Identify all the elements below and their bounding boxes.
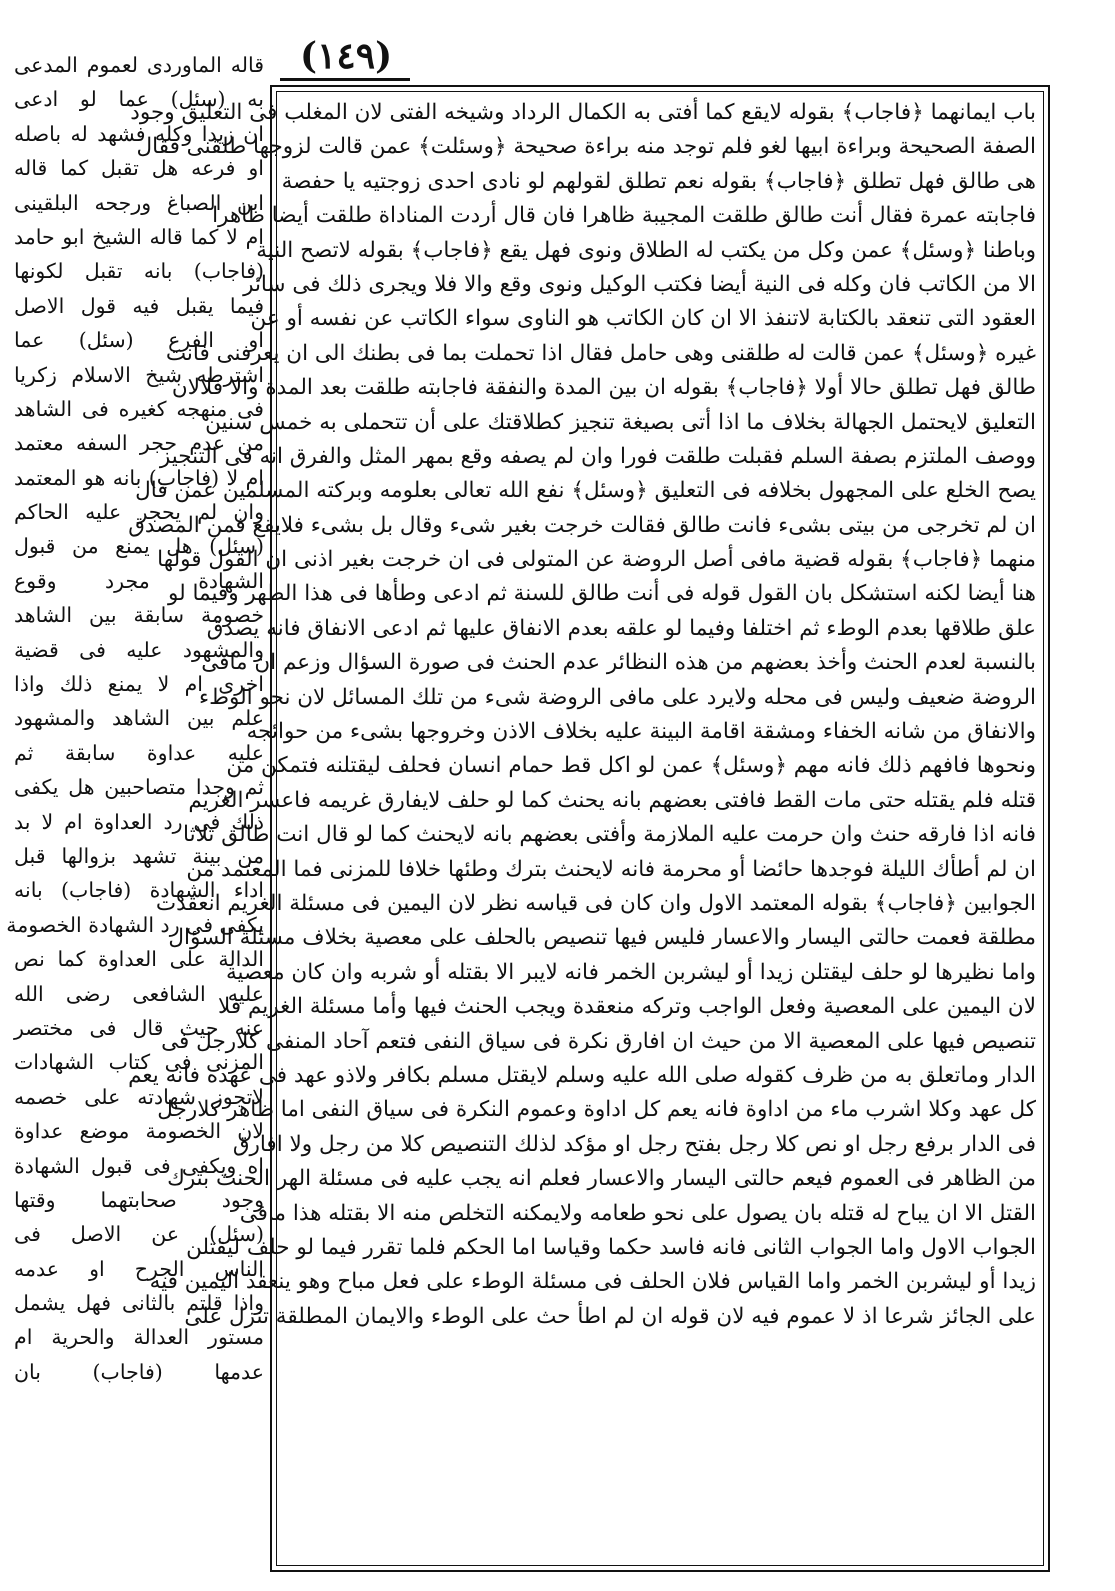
margin-text-line: ثم وجدا متصاحبين هل يكفى <box>14 775 264 800</box>
margin-text-line: وجود صحابتهما وقتها <box>14 1187 264 1212</box>
main-text-line: وباطنا ﴿وسئل﴾ عمن وكل من يكتب له الطلاق ونوى فهل يقع ﴿فاجاب﴾ بقوله لاتصح النية <box>256 237 1036 263</box>
main-text-line: غيره ﴿وسئل﴾ عمن قالت له طلقنى وهى حامل فقال اذا تحملت بما فى بطنك الى ان يعرفنى فانت <box>165 340 1036 366</box>
main-text-line: التعليق لايحتمل الجهالة بخلاف ما اذا أتى بصيغة تنجيز كطلاقتك على أن تتحملى به خمس سنين <box>205 409 1036 435</box>
main-text-line: منهما ﴿فاجاب﴾ بقوله قضية مافى أصل الروضة عن المتولى فى ان خرجت بغير اذنى ان القول قولها <box>157 547 1036 573</box>
margin-text-line: فيما يقبل فيه قول الاصل <box>14 293 264 318</box>
margin-text-line: عدمها (فاجاب) بان <box>14 1359 264 1384</box>
margin-text-line: (سئل) هل يمنع من قبول <box>14 534 264 559</box>
main-text-line: علق طلاقها بعدم الوطء ثم اختلفا وفيما لو علقه بعدم الانفاق عليها ثم ادعى الانفاق فانه يصدق <box>206 615 1036 641</box>
margin-text-line: (سئل) عن الاصل فى <box>14 1222 264 1247</box>
main-text-line: الجواب الاول واما الجواب الثانى فانه فاسد حكما وقياسا اما الحكم فلما تقرر فيما لو حلف ليقتلن <box>186 1234 1036 1260</box>
page-number: (١٤٩) <box>300 35 393 77</box>
main-text-line: مطلقة فعمت حالتى اليسار والاعسار فليس فيها تنصيص بالحلف على معصية بخلاف مسئلة السؤال <box>168 925 1036 951</box>
main-text-line: هنا أيضا لكنه استشكل بان القول قوله فى أنت طالق للسنة ثم ادعى وطأها فى هذا الطهر وفيما لو <box>167 581 1036 607</box>
main-text-line: والانفاق من شانه الخفاء ومشقة اقامة البينة عليه بخلاف الاذن وخروجها بشىء من حوائجه <box>246 719 1036 745</box>
margin-text-line: علم بين الشاهد والمشهود <box>14 706 264 731</box>
margin-text-line: فى منهجه كغيره فى الشاهد <box>14 396 264 421</box>
main-text-line: ونحوها فافهم ذلك فانه مهم ﴿وسئل﴾ عمن لو اكل قط حمام انسان فحلف ليقتلنه فتمكن من <box>226 753 1036 779</box>
main-text-line: باب ايمانهما ﴿فاجاب﴾ بقوله لايقع كما أفتى به الكمال الرداد وشيخه الفتى لان المغلب فى التعليق وجود <box>130 100 1036 125</box>
main-text-line: من الظاهر فى العموم فيعم حالتى اليسار والاعسار فعلم انه يجب عليه فى مسئلة الهر الحنث بترك <box>167 1166 1036 1192</box>
margin-text-line: او فرعه هل تقبل كما قاله <box>14 156 264 181</box>
margin-text-line: وان لم يحجر عليه الحاكم <box>14 500 264 525</box>
main-text-line: لان اليمين على المعصية وفعل الواجب وتركه منعقدة ويجب الحنث فيها وأما مسئلة الغريم فلا <box>218 994 1036 1020</box>
margin-text-line: ام لا كما قاله الشيخ ابو حامد <box>14 224 264 249</box>
margin-text-line: او الفرع (سئل) عما <box>14 328 264 353</box>
main-text-line: الدار وماتعلق به من ظرف كقوله صلى الله عليه وسلم لايقتل مسلم بكافر ولاذو عهد فى عهده فانه يعم <box>128 1062 1036 1088</box>
margin-text-line: من عدم حجر السفه معتمد <box>14 431 264 456</box>
main-text-line: ان لم أطأك الليلة فوجدها حائضا أو محرمة فانه لايحنث بترك وطئها خلافا للمزنى فما المعتمد من <box>186 856 1036 882</box>
main-text-line: زيدا أو ليشربن الخمر واما القياس فلان الحلف فى مسئلة الوطء على فعل مباح وهو ينعقد اليمين فيه <box>149 1269 1036 1295</box>
margin-text-line: ابن الصباغ ورجحه البلقينى <box>14 190 264 215</box>
margin-text-line: (فاجاب) بانه تقبل لكونها <box>14 259 264 284</box>
margin-text-line: الشهادة مجرد وقوع <box>14 568 264 593</box>
margin-text-line: ام لا (فاجاب) بانه هو المعتمد <box>14 465 264 490</box>
margin-text-line: عنه حيث قال فى مختصر <box>14 1015 264 1040</box>
main-text-line: ان لم تخرجى من بيتى بشىء فانت طالق فقالت خرجت بغير شىء وقال بل بشىء فلايقع فمن المصدق <box>128 512 1036 538</box>
margin-text-line: والمشهود عليه فى قضية <box>14 637 264 662</box>
margin-text-line: لان الخصومة موضع عداوة <box>14 1119 264 1144</box>
margin-text-line: يكفى فى رد الشهادة الخصومة <box>6 912 264 937</box>
page-number-underline <box>280 78 410 81</box>
margin-text-line: مستور العدالة والحرية ام <box>14 1325 264 1350</box>
main-text-line: كل عهد وكلا اشرب ماء من اداوة فانه يعم كل اداوة وعموم النكرة فى سياق النفى اما ظاهر كلارجل <box>157 1097 1036 1123</box>
margin-text-line: من بينة تشهد بزوالها قبل <box>14 843 264 868</box>
main-text-line: الصفة الصحيحة وبراءة ابيها لغو فلم توجد منه براءة صحيحة ﴿وسئلت﴾ عمن قالت لزوجها طلقنى فقال <box>136 134 1036 160</box>
main-text-line: الروضة ضعيف وليس فى محله ولايرد على مافى الروضة شىء من تلك المسائل لان نحو الوطء <box>199 684 1036 710</box>
margin-text-line: ان زيدا وكله فشهد له باصله <box>14 121 264 146</box>
main-text-line: فاجابته عمرة فقال أنت طالق طلقت المجيبة ظاهرا فان قال أردت المناداة طلقت أيضا ظاهرا <box>212 203 1036 229</box>
main-text-line: بالنسبة لعدم الحنث وأخذ بعضهم من هذه النظائر عدم الحنث فى صورة السؤال وزعم ان مافى <box>201 650 1036 676</box>
main-text-line: الا من الكاتب فان وكله فى النية أيضا فكتب الوكيل ونوى وقع والا فلا ويجرى ذلك فى سائر <box>243 271 1036 297</box>
margin-text-line: اه ويكفى فى قبول الشهادة <box>14 1153 264 1178</box>
main-text-line: واما نظيرها لو حلف ليقتلن زيدا أو ليشربن الخمر فانه لايبر الا بقتله أو شربه وان كان معصية <box>226 959 1036 985</box>
margin-text-line: عليه الشافعى رضى الله <box>14 981 264 1006</box>
main-text-line: يصح الخلع على المجهول بخلافه فى التعليق ﴿وسئل﴾ نفع الله تعالى بعلومه وبركته المسلمين عمن قال <box>135 478 1036 504</box>
margin-text-line: قاله الماوردى لعموم المدعى <box>14 53 264 77</box>
margin-text-line: لاتجوز شهادته على خصمه <box>14 1084 264 1109</box>
margin-commentary-column <box>6 48 264 1389</box>
margin-text-line: المزنى فى كتاب الشهادات <box>14 1050 264 1075</box>
margin-text-line: عليه عداوة سابقة ثم <box>14 740 264 765</box>
margin-text-line: اداء الشهادة (فاجاب) بانه <box>14 878 264 903</box>
main-text-line: العقود التى تنعقد بالكتابة لاتنفذ الا ان كان الكاتب هو الناوى سواء الكاتب عن نفسه أو عن <box>250 306 1036 332</box>
main-text-line: طالق فهل تطلق حالا أولا ﴿فاجاب﴾ بقوله ان بين المدة والنفقة فاجابته طلقت بعد المدة والا فلالان <box>171 375 1036 401</box>
main-text-line: قتله فلم يقتله حتى مات القط فافتى بعضهم بانه يحنث كما لو حلف لايفارق غريمه فاعسر الغريم <box>188 787 1036 813</box>
main-text-line: ووصف الملتزم بصفة السلم فقبلت طلقت فورا وان لم يصفه وقع بمهر المثل والفرق انه فى التنجيز <box>159 443 1036 469</box>
margin-text-line: الدالة على العداوة كما نص <box>14 947 264 972</box>
margin-text-line: به (سئل) عما لو ادعى <box>14 87 264 112</box>
main-text-line: تنصيص فيها على المعصية الا من حيث ان افارق نكرة فى سياق النفى فتعم آحاد المنفى كلارجل فى <box>161 1028 1036 1054</box>
margin-text-line: الناس الجرح او عدمه <box>14 1256 264 1281</box>
margin-text-line: اشترطه شيخ الاسلام زكريا <box>14 362 264 387</box>
main-text-line: فى الدار برفع رجل او نص كلا رجل بفتح رجل او مؤكد لذلك التنصيص كلا من رجل ولا افارق <box>232 1131 1036 1157</box>
margin-text-line: اخرى ام لا يمنع ذلك واذا <box>14 672 264 697</box>
margin-text-line: واذا قلتم بالثانى فهل يشمل <box>14 1291 264 1316</box>
main-text-line: هى طالق فهل تطلق ﴿فاجاب﴾ بقوله نعم تطلق لقولهم لو نادى احدى زوجتيه يا حفصة <box>281 168 1036 194</box>
main-text-line: الجوابين ﴿فاجاب﴾ بقوله المعتمد الاول وان كان فى قياسه نظر لان اليمين فى مسئلة الغريم انعقدت <box>155 890 1036 916</box>
main-text-line: على الجائز شرعا اذ لا عموم فيه لان قوله ان لم اطأ حث على الوطء والايمان المطلقة تنزل على <box>184 1303 1036 1329</box>
main-text-line: فانه اذا فارقه حنث وان حرمت عليه الملازمة وأفتى بعضهم بانه لايحنث كما لو قال انت طالق ثلاثا <box>183 822 1036 848</box>
main-text-line: القتل الا ان يباح له قتله بان يصول على نحو طعامه ولايمكنه التخلص منه الا بقتله هذا مافى <box>239 1200 1036 1226</box>
margin-text-line: ذلك فى رد العداوة ام لا بد <box>14 809 264 834</box>
margin-text-line: خصومة سابقة بين الشاهد <box>14 603 264 628</box>
